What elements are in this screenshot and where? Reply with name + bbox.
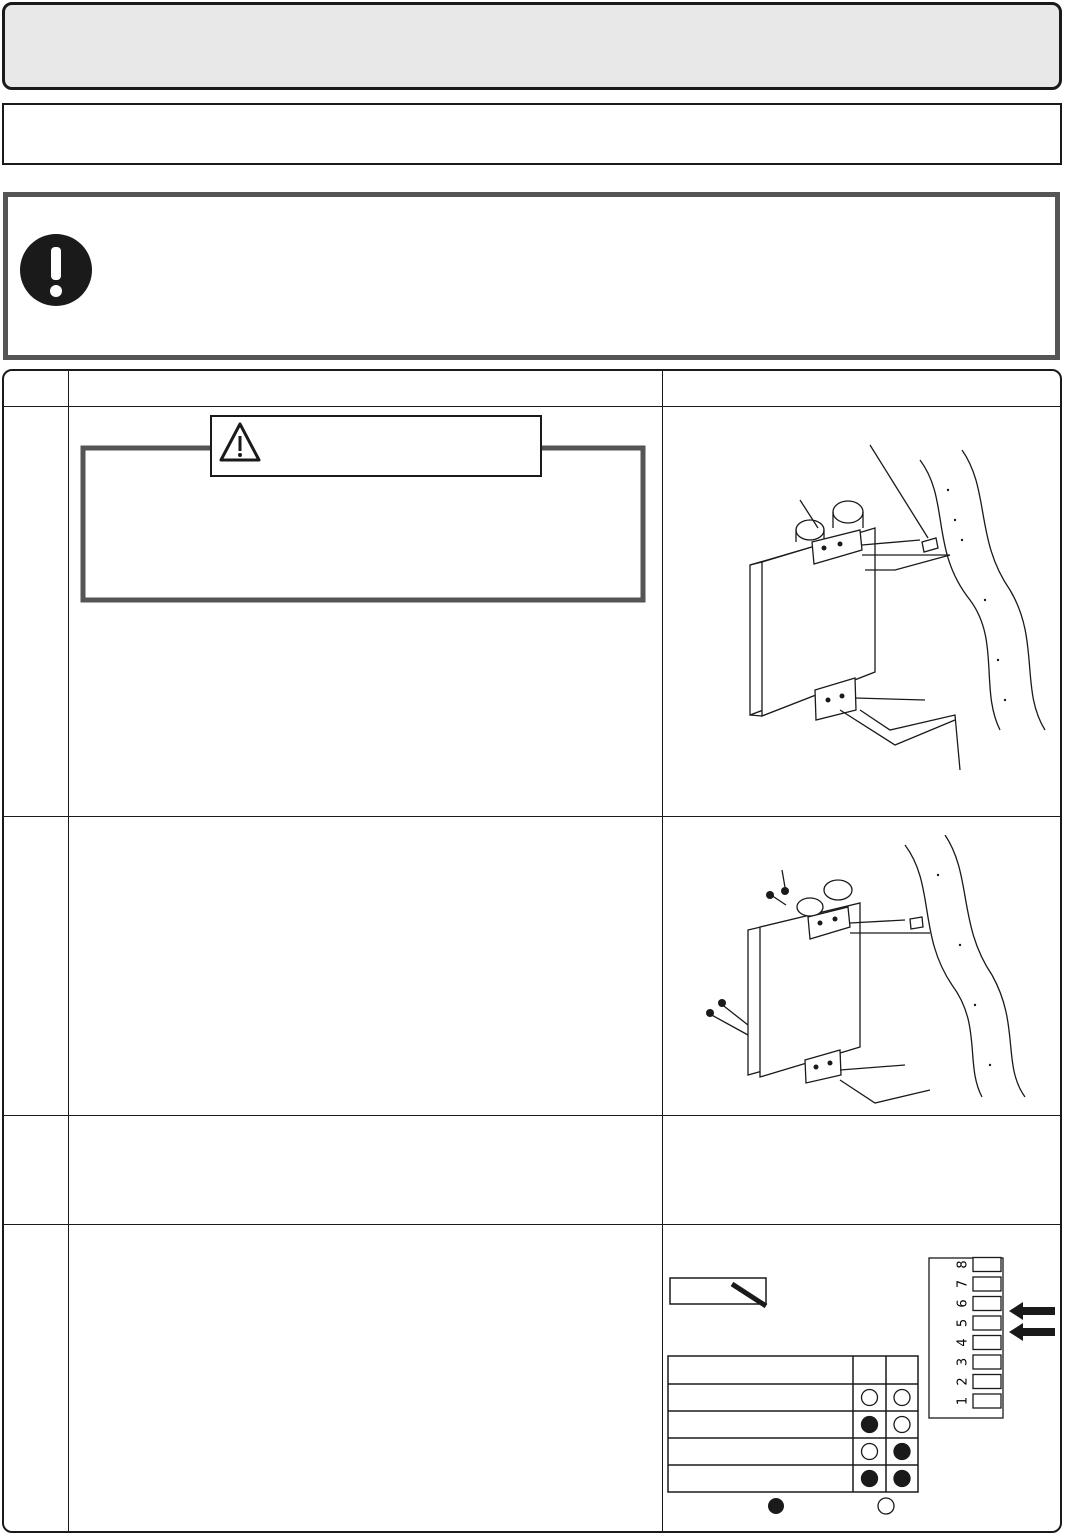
dip-lever-3: [973, 1355, 1001, 1369]
exclamation-circle-icon: [20, 233, 100, 313]
dip-number-1: 1: [955, 1396, 971, 1406]
row-divider: [4, 1115, 1060, 1116]
row-divider: [4, 1224, 1060, 1225]
row-divider: [4, 816, 1060, 817]
off-circle: [894, 1417, 910, 1433]
column-divider: [662, 371, 663, 1531]
on-circle: [894, 1444, 910, 1460]
screw-fixing-illustration: [690, 835, 1060, 1105]
mounting-illustration: [700, 430, 1060, 780]
column-divider: [68, 371, 69, 1531]
off-circle: [862, 1390, 878, 1406]
dip-lever-8: [973, 1258, 1001, 1272]
legend-on-circle: [768, 1498, 784, 1514]
on-circle: [894, 1471, 910, 1487]
dip-lever-7: [973, 1277, 1001, 1291]
dip-number-3: 3: [955, 1357, 971, 1367]
arrow-icon: [1009, 1302, 1055, 1341]
header-divider: [4, 406, 1060, 407]
dip-lever-5: [973, 1316, 1001, 1330]
legend: [760, 1493, 900, 1519]
dip-switch: [925, 1255, 1065, 1425]
dip-lever-4: [973, 1336, 1001, 1350]
legend-off-circle: [878, 1498, 894, 1514]
dip-number-8: 8: [955, 1260, 971, 1269]
dip-number-2: 2: [955, 1377, 971, 1386]
dip-lever-1: [973, 1394, 1001, 1408]
warning-box: [78, 414, 650, 606]
on-circle: [862, 1471, 878, 1487]
dip-lever-2: [973, 1375, 1001, 1389]
off-circle: [862, 1444, 878, 1460]
dip-lever-6: [973, 1297, 1001, 1311]
caution-box: [3, 192, 1060, 360]
dip-number-6: 6: [955, 1299, 971, 1308]
dip-number-5: 5: [955, 1318, 971, 1328]
off-circle: [894, 1390, 910, 1406]
dip-number-4: 4: [955, 1338, 971, 1347]
dip-setting-table: [666, 1354, 922, 1494]
dip-number-7: 7: [955, 1279, 971, 1289]
page-title-box: [2, 2, 1062, 90]
on-circle: [862, 1417, 878, 1433]
subtitle-box: [2, 103, 1062, 165]
label-pointer: [666, 1276, 776, 1312]
